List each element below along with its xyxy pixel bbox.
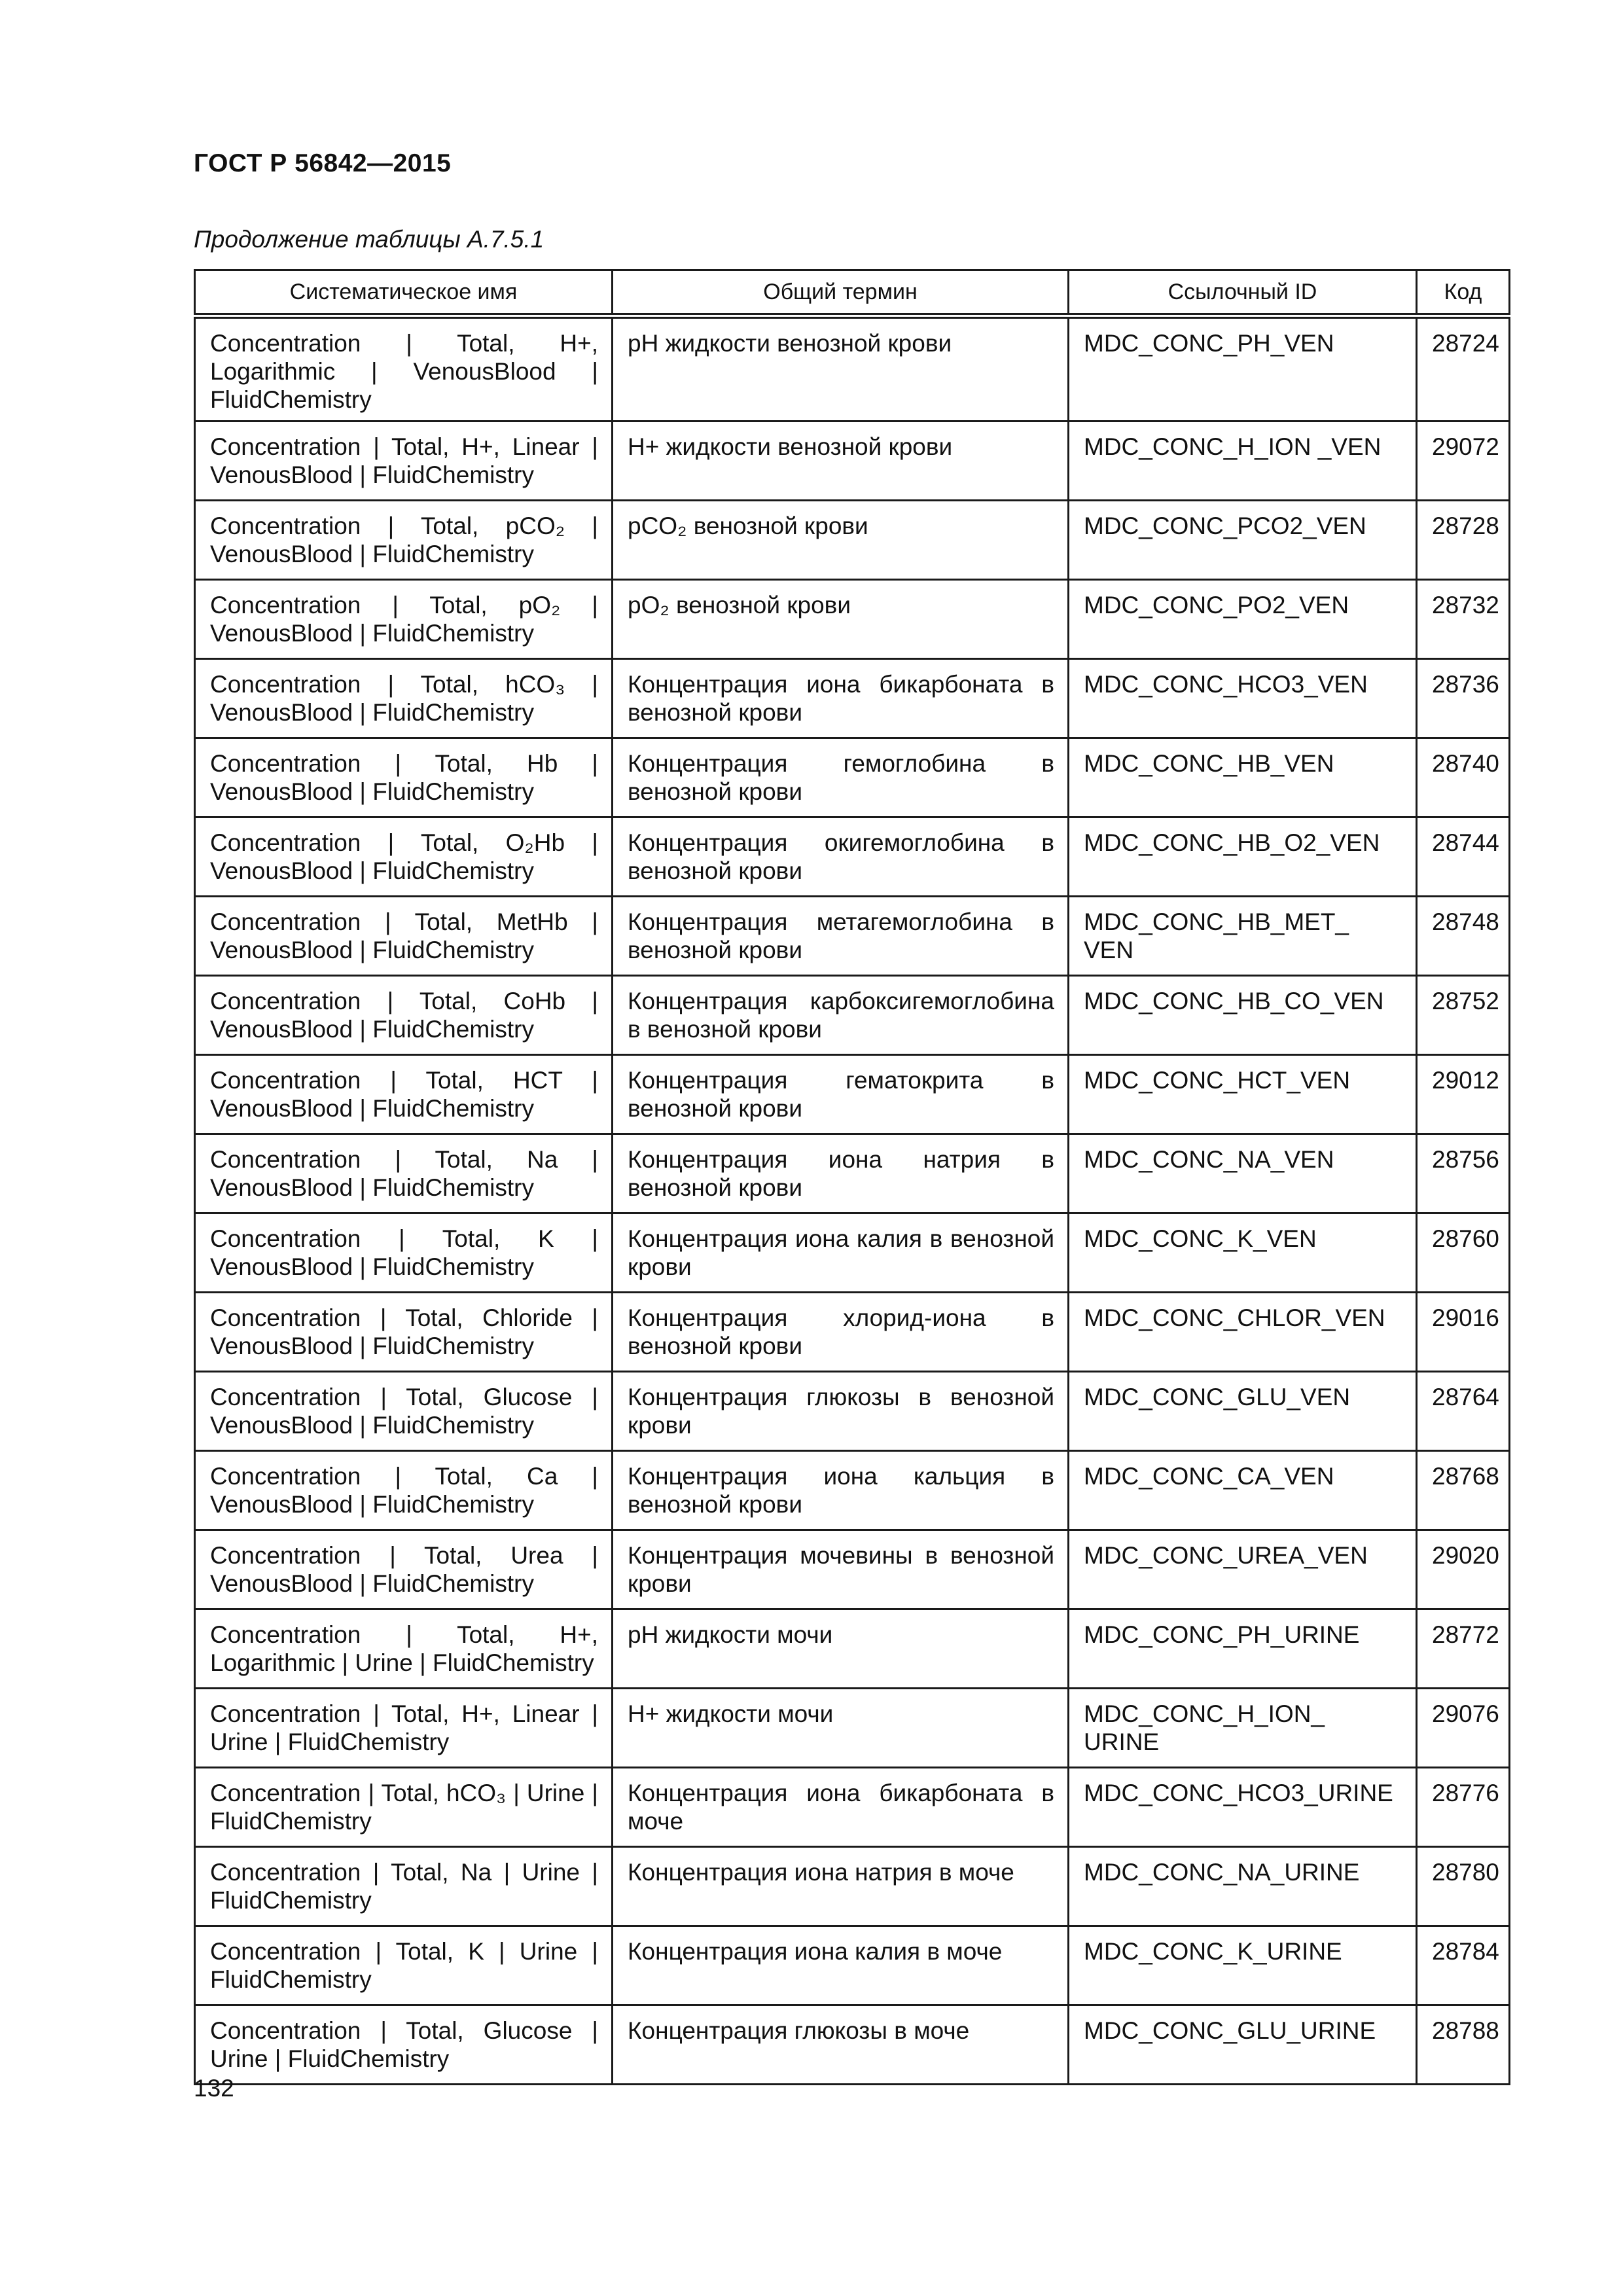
table-row	[195, 1926, 1510, 2005]
table-caption: Продолжение таблицы А.7.5.1	[194, 226, 544, 253]
code-cell: 28740	[1417, 738, 1510, 817]
reference-id-cell: MDC_CONC_HB_VEN	[1069, 738, 1417, 817]
systematic-name-cell: Concentration | Total, hCO₃ | VenousBlood | FluidChemistry	[195, 659, 613, 738]
systematic-name-cell: Concentration | Total, Na | Urine | FluidChemistry	[195, 1847, 613, 1926]
systematic-name-cell: Concentration | Total, Chloride | VenousBlood | FluidChemistry	[195, 1293, 613, 1372]
code-cell: 28776	[1417, 1768, 1510, 1847]
systematic-name-cell: Concentration | Total, K | VenousBlood | FluidChemistry	[195, 1213, 613, 1293]
systematic-name-cell: Concentration | Total, Ca | VenousBlood | FluidChemistry	[195, 1451, 613, 1530]
systematic-name-cell: Concentration | Total, pCO₂ | VenousBlood | FluidChemistry	[195, 501, 613, 580]
table-row	[195, 1609, 1510, 1689]
common-term-cell: Концентрация глюкозы в венозной крови	[613, 1372, 1069, 1451]
reference-id-cell: MDC_CONC_HCO3_URINE	[1069, 1768, 1417, 1847]
common-term-cell: pH жидкости венозной крови	[613, 316, 1069, 422]
reference-id-cell: MDC_CONC_PH_URINE	[1069, 1609, 1417, 1689]
systematic-name-cell: Concentration | Total, Na | VenousBlood | FluidChemistry	[195, 1134, 613, 1213]
common-term-cell: Концентрация иона бикарбоната в моче	[613, 1768, 1069, 1847]
systematic-name-cell: Concentration | Total, Glucose | Urine | FluidChemistry	[195, 2005, 613, 2085]
table-row	[195, 2005, 1510, 2085]
table-row	[195, 501, 1510, 580]
common-term-cell: Концентрация гематокрита в венозной крови	[613, 1055, 1069, 1134]
reference-id-cell: MDC_CONC_CA_VEN	[1069, 1451, 1417, 1530]
reference-id-cell: MDC_CONC_HCO3_VEN	[1069, 659, 1417, 738]
code-cell: 29076	[1417, 1689, 1510, 1768]
common-term-cell: Концентрация хлорид-иона в венозной крови	[613, 1293, 1069, 1372]
code-cell: 29072	[1417, 422, 1510, 501]
systematic-name-cell: Concentration | Total, H+, Logarithmic | VenousBlood | FluidChemistry	[195, 316, 613, 422]
reference-id-cell: MDC_CONC_K_URINE	[1069, 1926, 1417, 2005]
code-cell: 28764	[1417, 1372, 1510, 1451]
common-term-cell: Концентрация гемоглобина в венозной крови	[613, 738, 1069, 817]
code-cell: 28788	[1417, 2005, 1510, 2085]
reference-id-cell: MDC_CONC_H_ION_ URINE	[1069, 1689, 1417, 1768]
table-row	[195, 1213, 1510, 1293]
systematic-name-cell: Concentration | Total, O₂Hb | VenousBlood | FluidChemistry	[195, 817, 613, 897]
code-cell: 28772	[1417, 1609, 1510, 1689]
code-cell: 28744	[1417, 817, 1510, 897]
systematic-name-cell: Concentration | Total, H+, Logarithmic | Urine | FluidChemistry	[195, 1609, 613, 1689]
common-term-cell: Концентрация иона калия в моче	[613, 1926, 1069, 2005]
table-row	[195, 1293, 1510, 1372]
common-term-cell: H+ жидкости венозной крови	[613, 422, 1069, 501]
terms-table	[194, 269, 1510, 2085]
column-header-code: Код	[1417, 270, 1510, 316]
reference-id-cell: MDC_CONC_GLU_VEN	[1069, 1372, 1417, 1451]
systematic-name-cell: Concentration | Total, HCT | VenousBlood | FluidChemistry	[195, 1055, 613, 1134]
table-row	[195, 817, 1510, 897]
code-cell: 28760	[1417, 1213, 1510, 1293]
table-row	[195, 1055, 1510, 1134]
reference-id-cell: MDC_CONC_PO2_VEN	[1069, 580, 1417, 659]
reference-id-cell: MDC_CONC_PH_VEN	[1069, 316, 1417, 422]
table-row	[195, 1372, 1510, 1451]
reference-id-cell: MDC_CONC_K_VEN	[1069, 1213, 1417, 1293]
column-header-reference-id: Ссылочный ID	[1069, 270, 1417, 316]
table-header-row	[195, 270, 1510, 316]
code-cell: 28752	[1417, 976, 1510, 1055]
common-term-cell: Концентрация иона кальция в венозной крови	[613, 1451, 1069, 1530]
common-term-cell: pO₂ венозной крови	[613, 580, 1069, 659]
code-cell: 29020	[1417, 1530, 1510, 1609]
table-row	[195, 580, 1510, 659]
common-term-cell: Концентрация мочевины в венозной крови	[613, 1530, 1069, 1609]
page-number: 132	[194, 2075, 234, 2102]
common-term-cell: Концентрация иона натрия в венозной крови	[613, 1134, 1069, 1213]
common-term-cell: pH жидкости мочи	[613, 1609, 1069, 1689]
table-row	[195, 659, 1510, 738]
code-cell: 28756	[1417, 1134, 1510, 1213]
systematic-name-cell: Concentration | Total, CoHb | VenousBlood | FluidChemistry	[195, 976, 613, 1055]
common-term-cell: Концентрация глюкозы в моче	[613, 2005, 1069, 2085]
code-cell: 29016	[1417, 1293, 1510, 1372]
systematic-name-cell: Concentration | Total, Urea | VenousBlood | FluidChemistry	[195, 1530, 613, 1609]
table-row	[195, 1847, 1510, 1926]
table-row	[195, 738, 1510, 817]
column-header-systematic-name: Систематическое имя	[195, 270, 613, 316]
systematic-name-cell: Concentration | Total, Glucose | VenousBlood | FluidChemistry	[195, 1372, 613, 1451]
reference-id-cell: MDC_CONC_CHLOR_VEN	[1069, 1293, 1417, 1372]
systematic-name-cell: Concentration | Total, hCO₃ | Urine | FluidChemistry	[195, 1768, 613, 1847]
systematic-name-cell: Concentration | Total, pO₂ | VenousBlood | FluidChemistry	[195, 580, 613, 659]
code-cell: 28736	[1417, 659, 1510, 738]
common-term-cell: Концентрация иона калия в венозной крови	[613, 1213, 1069, 1293]
systematic-name-cell: Concentration | Total, MetHb | VenousBlood | FluidChemistry	[195, 897, 613, 976]
reference-id-cell: MDC_CONC_PCO2_VEN	[1069, 501, 1417, 580]
reference-id-cell: MDC_CONC_NA_URINE	[1069, 1847, 1417, 1926]
code-cell: 28768	[1417, 1451, 1510, 1530]
table-row	[195, 422, 1510, 501]
systematic-name-cell: Concentration | Total, Hb | VenousBlood | FluidChemistry	[195, 738, 613, 817]
document-title: ГОСТ Р 56842—2015	[194, 149, 452, 177]
common-term-cell: Концентрация карбоксигемоглобина в венозной крови	[613, 976, 1069, 1055]
code-cell: 29012	[1417, 1055, 1510, 1134]
systematic-name-cell: Concentration | Total, H+, Linear | Urine | FluidChemistry	[195, 1689, 613, 1768]
table-row	[195, 1134, 1510, 1213]
code-cell: 28780	[1417, 1847, 1510, 1926]
code-cell: 28732	[1417, 580, 1510, 659]
table-row	[195, 897, 1510, 976]
common-term-cell: Концентрация иона натрия в моче	[613, 1847, 1069, 1926]
table-row	[195, 316, 1510, 422]
common-term-cell: pCO₂ венозной крови	[613, 501, 1069, 580]
reference-id-cell: MDC_CONC_UREA_VEN	[1069, 1530, 1417, 1609]
systematic-name-cell: Concentration | Total, K | Urine | FluidChemistry	[195, 1926, 613, 2005]
systematic-name-cell: Concentration | Total, H+, Linear | VenousBlood | FluidChemistry	[195, 422, 613, 501]
reference-id-cell: MDC_CONC_HB_MET_ VEN	[1069, 897, 1417, 976]
code-cell: 28784	[1417, 1926, 1510, 2005]
common-term-cell: Концентрация окигемоглобина в венозной крови	[613, 817, 1069, 897]
table-row	[195, 976, 1510, 1055]
common-term-cell: H+ жидкости мочи	[613, 1689, 1069, 1768]
table-row	[195, 1451, 1510, 1530]
reference-id-cell: MDC_CONC_HB_O2_VEN	[1069, 817, 1417, 897]
column-header-common-term: Общий термин	[613, 270, 1069, 316]
reference-id-cell: MDC_CONC_NA_VEN	[1069, 1134, 1417, 1213]
table-row	[195, 1768, 1510, 1847]
table-row	[195, 1530, 1510, 1609]
common-term-cell: Концентрация метагемоглобина в венозной крови	[613, 897, 1069, 976]
reference-id-cell: MDC_CONC_HCT_VEN	[1069, 1055, 1417, 1134]
code-cell: 28728	[1417, 501, 1510, 580]
code-cell: 28724	[1417, 316, 1510, 422]
reference-id-cell: MDC_CONC_GLU_URINE	[1069, 2005, 1417, 2085]
code-cell: 28748	[1417, 897, 1510, 976]
reference-id-cell: MDC_CONC_H_ION _VEN	[1069, 422, 1417, 501]
table-row	[195, 1689, 1510, 1768]
common-term-cell: Концентрация иона бикарбоната в венозной крови	[613, 659, 1069, 738]
reference-id-cell: MDC_CONC_HB_CO_VEN	[1069, 976, 1417, 1055]
